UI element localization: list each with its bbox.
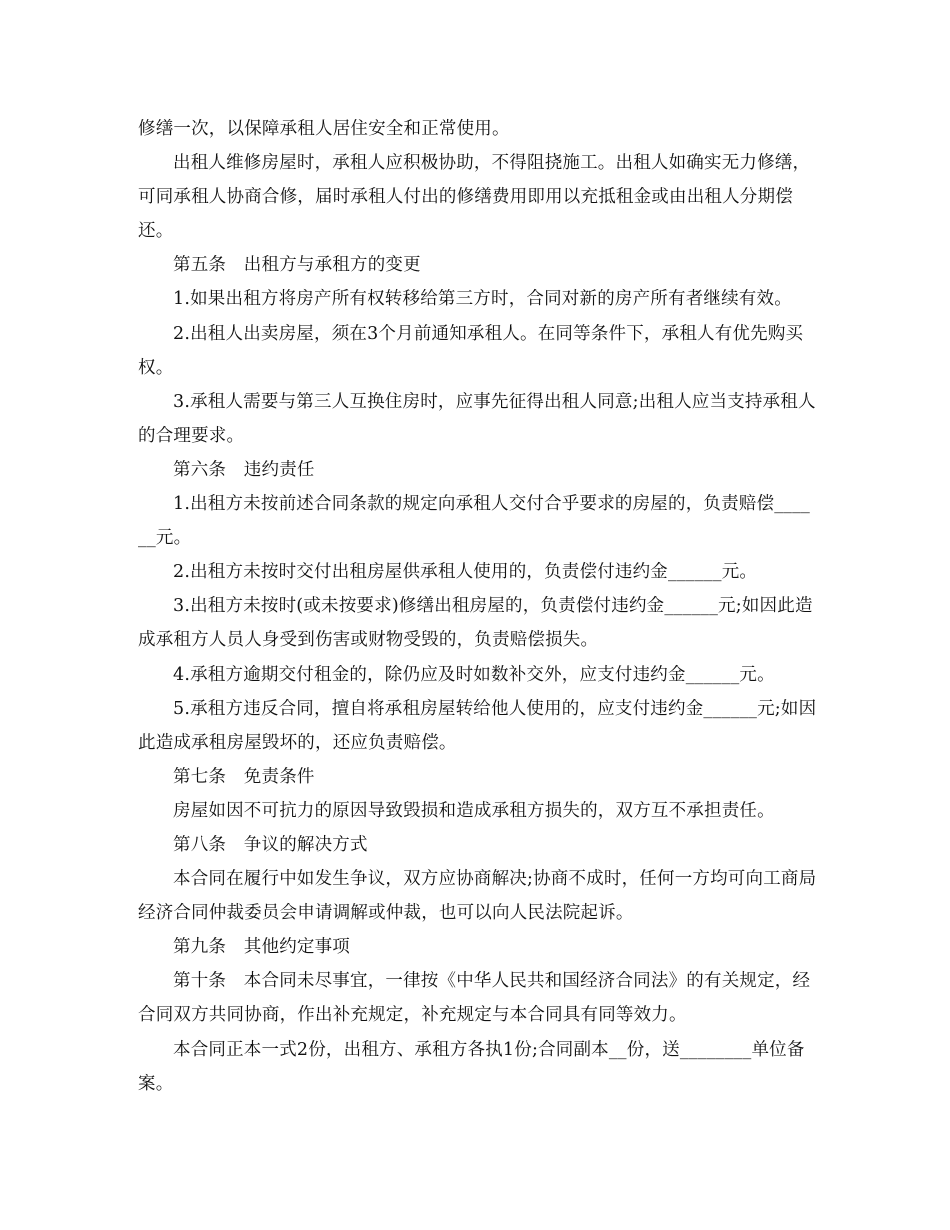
- paragraph: 2.出租方未按时交付出租房屋供承租人使用的，负责偿付违约金______元。: [173, 562, 758, 583]
- paragraph: 修缮一次，以保障承租人居住安全和正常使用。: [138, 119, 510, 139]
- article-heading: 第五条 出租方与承租方的变更: [173, 255, 421, 276]
- paragraph: 本合同在履行中如发生争议，双方应协商解决;协商不成时，任何一方均可向工商局经济合同仲裁委员会申请调解或仲裁，也可以向人民法院起诉。: [138, 869, 817, 924]
- article-heading: 第六条 违约责任: [173, 459, 315, 480]
- paragraph: 出租人维修房屋时，承租人应积极协助，不得阻挠施工。出租人如确实无力修缮，可同承租人协商合修，届时承租人付出的修缮费用即用以充抵租金或由出租人分期偿还。: [138, 153, 811, 242]
- article-heading: 第八条 争议的解决方式: [173, 834, 368, 855]
- paragraph: 4.承租方逾期交付租金的，除仍应及时如数补交外，应支付违约金______元。: [173, 664, 775, 685]
- document-body: [138, 112, 818, 1101]
- paragraph: 1.出租方未按前述合同条款的规定向承租人交付合乎要求的房屋的，负责赔偿______元。: [138, 494, 810, 549]
- paragraph: 1.如果出租方将房产所有权转移给第三方时，合同对新的房产所有者继续有效。: [173, 289, 792, 310]
- paragraph: 3.承租人需要与第三人互换住房时，应事先征得出租人同意;出租人应当支持承租人的合理要求。: [138, 391, 816, 446]
- paragraph: 第十条 本合同未尽事宜，一律按《中华人民共和国经济合同法》的有关规定，经合同双方共同协商，作出补充规定，补充规定与本合同具有同等效力。: [138, 971, 811, 1026]
- paragraph: 房屋如因不可抗力的原因导致毁损和造成承租方损失的，双方互不承担责任。: [173, 800, 775, 821]
- paragraph: 2.出租人出卖房屋，须在3个月前通知承租人。在同等条件下，承租人有优先购买权。: [138, 323, 804, 378]
- paragraph: 5.承租方违反合同，擅自将承租房屋转给他人使用的，应支付违约金______元;如因此造成承租房屋毁坏的，还应负责赔偿。: [138, 698, 817, 753]
- article-heading: 第七条 免责条件: [173, 766, 315, 787]
- paragraph: 3.出租方未按时(或未按要求)修缮出租房屋的，负责偿付违约金______元;如因此造成承租方人员人身受到伤害或财物受毁的，负责赔偿损失。: [138, 596, 813, 651]
- paragraph: 本合同正本一式2份，出租方、承租方各执1份;合同副本__份，送________单位备案。: [138, 1039, 805, 1094]
- article-heading: 第九条 其他约定事项: [173, 937, 350, 958]
